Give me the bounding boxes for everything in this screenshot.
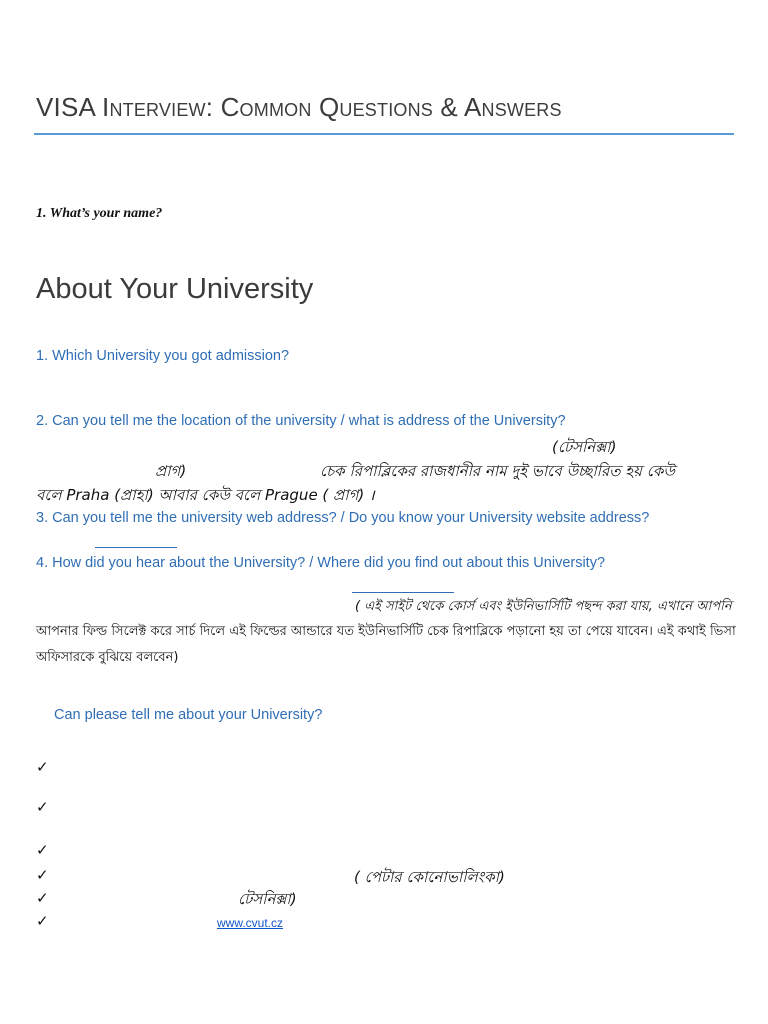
title-divider bbox=[34, 133, 734, 135]
question-5: Can please tell me about your University? bbox=[54, 707, 323, 723]
q4-bengali-note-2: আপনার ফিল্ড সিলেক্ট করে সার্চ দিলে এই ফিল্ডের আন্ডারে যত ইউনিভার্সিটি চেক রিপাব্লিকে পড়ানো হয় তা পেয়ে যাবেন। এই কথাই ভিসা bbox=[36, 624, 736, 639]
q4-bengali-note-1: ( এই সাইট থেকে কোর্স এবং ইউনিভার্সিটি পছন্দ করা যায়, এখানে আপনি bbox=[355, 599, 732, 614]
question-3: 3. Can you tell me the university web address? / Do you know your University website address? bbox=[36, 510, 650, 526]
question-4: 4. How did you hear about the University? / Where did you find out about this University? bbox=[36, 555, 606, 571]
q2-bengali-note-1: (টেসনিক্সা) bbox=[552, 438, 617, 456]
question-1: 1. Which University you got admission? bbox=[36, 348, 290, 364]
q3-answer-underline bbox=[95, 547, 177, 548]
q4-answer-underline bbox=[352, 592, 454, 593]
check-mark-4: ✓ bbox=[36, 866, 49, 884]
q2-bengali-note-2b: চেক রিপাব্লিকের রাজধানীর নাম দুই ভাবে উচ্ছারিত হয় কেউ bbox=[320, 462, 675, 480]
check-mark-6: ✓ bbox=[36, 912, 49, 930]
question-2: 2. Can you tell me the location of the university / what is address of the University? bbox=[36, 413, 566, 429]
q2-bengali-note-2a: প্রাগ) bbox=[155, 462, 187, 480]
document-title: VISA Interview: Common Questions & Answers bbox=[36, 92, 562, 122]
check-mark-2: ✓ bbox=[36, 798, 49, 816]
check-mark-1: ✓ bbox=[36, 758, 49, 776]
check-mark-5: ✓ bbox=[36, 889, 49, 907]
check-mark-3: ✓ bbox=[36, 841, 49, 859]
q2-bengali-note-3: বলে Praha (প্রাহা) আবার কেউ বলে Prague ( প্রাগ) । bbox=[36, 486, 375, 504]
check-item-5-text: টেসনিক্সা) bbox=[238, 890, 297, 908]
university-website-link[interactable]: www.cvut.cz bbox=[217, 916, 284, 930]
q4-bengali-note-3: অফিসারকে বুঝিয়ে বলবেন) bbox=[36, 650, 179, 665]
section-heading: About Your University bbox=[36, 273, 314, 305]
check-item-4-text: ( পেটার কোনোভালিংকা) bbox=[354, 868, 505, 886]
question-name: 1. What’s your name? bbox=[36, 206, 163, 221]
